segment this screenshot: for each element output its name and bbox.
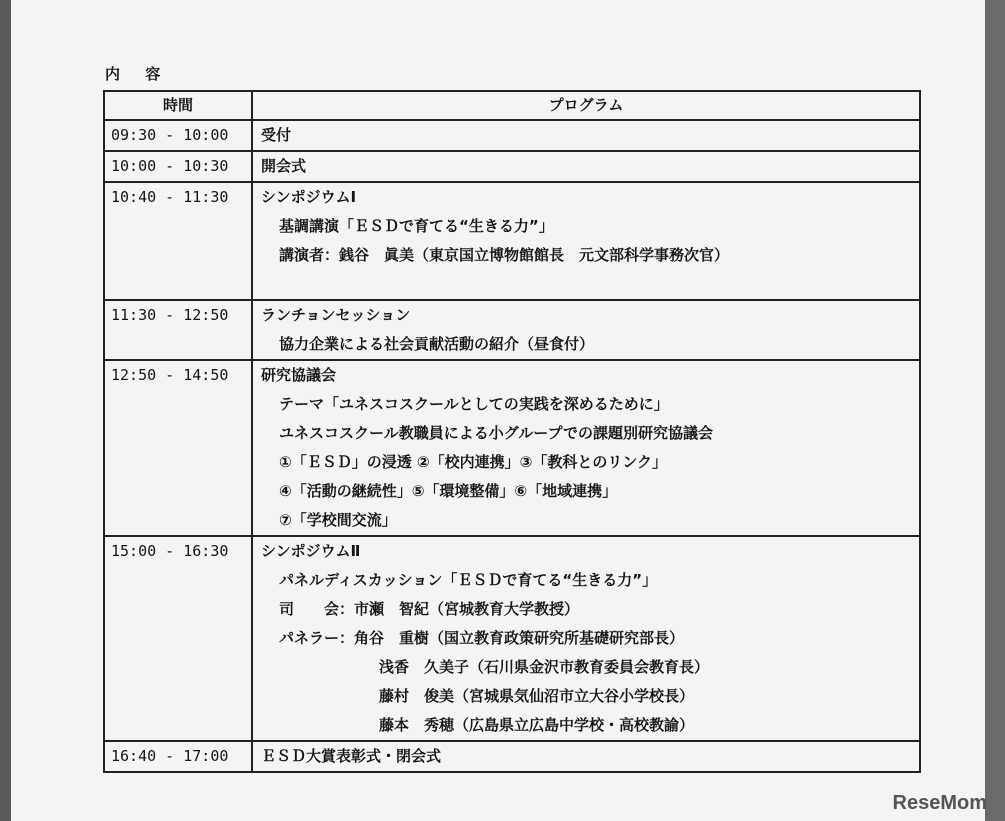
program-detail: パネルディスカッション「ＥＳＤで育てる“生きる力”」 [279, 571, 658, 589]
scan-edge-left [0, 0, 11, 821]
program-title: 研究協議会 [261, 366, 337, 384]
program-detail: 協力企業による社会貢献活動の紹介（昼食付） [279, 335, 595, 353]
table-header-row [104, 91, 920, 120]
program-detail: ①「ＥＳＤ」の浸透 ②「校内連携」③「教科とのリンク」 [279, 453, 668, 471]
schedule-table [103, 90, 921, 773]
table-row [104, 300, 920, 360]
program-cell [252, 300, 920, 360]
table-row [104, 182, 920, 300]
program-detail: ⑦「学校間交流」 [279, 511, 397, 529]
program-detail: 藤本 秀穂（広島県立広島中学校・高校教諭） [379, 716, 695, 734]
program-detail: ④「活動の継続性」⑤「環境整備」⑥「地域連携」 [279, 482, 618, 500]
time-cell: 16:40 - 17:00 [104, 741, 252, 772]
program-title: ＥＳＤ大賞表彰式・閉会式 [261, 747, 442, 765]
section-title: 内 容 [105, 65, 171, 83]
program-title: 受付 [261, 126, 292, 144]
program-detail: パネラー：角谷 重樹（国立教育政策研究所基礎研究部長） [279, 629, 685, 647]
program-detail: テーマ「ユネスコスクールとしての実践を深めるために」 [279, 395, 669, 413]
program-cell [252, 182, 920, 300]
program-title: ランチョンセッション [261, 306, 411, 324]
header-time: 時間 [104, 91, 252, 120]
table-row [104, 360, 920, 536]
table-row [104, 741, 920, 772]
time-cell: 12:50 - 14:50 [104, 360, 252, 536]
program-detail: 司 会：市瀬 智紀（宮城教育大学教授） [279, 600, 580, 618]
time-cell: 10:40 - 11:30 [104, 182, 252, 300]
program-detail: 講演者：銭谷 眞美（東京国立博物館館長 元文部科学事務次官） [279, 246, 730, 264]
time-cell: 09:30 - 10:00 [104, 120, 252, 151]
time-cell: 15:00 - 16:30 [104, 536, 252, 741]
program-detail: 基調講演「ＥＳＤで育てる“生きる力”」 [279, 217, 554, 235]
program-title: 開会式 [261, 157, 307, 175]
program-cell [252, 151, 920, 182]
table-row [104, 120, 920, 151]
program-detail: ユネスコスクール教職員による小グループでの課題別研究協議会 [279, 424, 713, 442]
program-cell [252, 120, 920, 151]
program-detail: 藤村 俊美（宮城県気仙沼市立大谷小学校長） [379, 687, 695, 705]
blank-line [261, 270, 919, 299]
program-detail: 浅香 久美子（石川県金沢市教育委員会教育長） [379, 658, 710, 676]
program-title: シンポジウムⅡ [261, 542, 361, 560]
program-title: シンポジウムⅠ [261, 188, 357, 206]
watermark-logo: ReseMom [892, 792, 987, 814]
time-cell: 10:00 - 10:30 [104, 151, 252, 182]
scan-edge-right [985, 0, 1005, 821]
time-cell: 11:30 - 12:50 [104, 300, 252, 360]
table-row [104, 536, 920, 741]
table-row [104, 151, 920, 182]
program-cell [252, 741, 920, 772]
program-cell [252, 536, 920, 741]
header-program: プログラム [252, 91, 920, 120]
program-cell [252, 360, 920, 536]
